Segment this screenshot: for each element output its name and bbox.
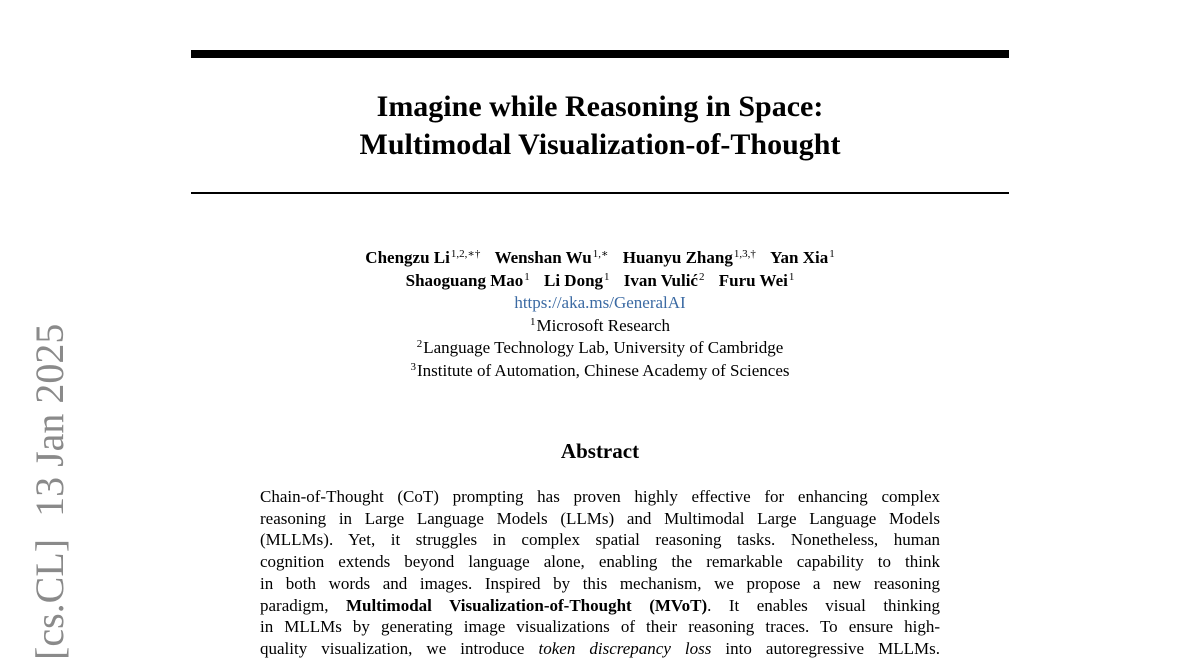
author-block <box>191 247 1009 382</box>
affiliation: $^3$Institute of Automation, Chinese Academy of Sciences <box>410 360 790 380</box>
author: Chengzu $Li^{1,2,∗\dagger}$ <box>365 248 481 267</box>
abstract-line: Chain-of-Thought (CoT) prompting has proven highly effective for enhancing complex <box>260 487 940 506</box>
author-line-1 <box>191 247 1009 270</box>
author: Huanyu Zhang$^{1,3,\dagger}$ <box>622 248 756 267</box>
abstract-line: quality visualization, we introduce token discrepancy loss into autoregressive MLLMs. <box>260 638 940 658</box>
author: Li Dong$^1$ <box>544 270 610 290</box>
abstract-line: cognition extends beyond language alone, enabling the remarkable capability to think <box>260 552 940 572</box>
arxiv-date: 13 Jan 2025 <box>27 323 72 517</box>
loss-name: token discrepancy loss <box>538 638 712 658</box>
author-line-2 <box>191 270 1009 293</box>
paper-title <box>191 88 1009 164</box>
title-line-2: Multimodal Visualization-of-Thought <box>359 128 841 161</box>
arxiv-category: [cs.CL] <box>27 538 72 660</box>
title-line-1: Imagine while Reasoning in Space: <box>376 90 824 123</box>
author: Yan Xia$^1$ <box>770 248 835 267</box>
project-link[interactable]: https://aka.ms/GeneralAI <box>514 293 686 312</box>
author: Shaoguang Mao$^1$ <box>405 270 530 290</box>
abstract-line: in MLLMs by generating image visualizations of their reasoning traces. To ensure high- <box>260 617 940 637</box>
affiliation: $^2$Language Technology Lab, University of Cambridge <box>416 338 784 357</box>
abstract-line: (MLLMs). Yet, it struggles in complex spatial reasoning tasks. Nonetheless, human <box>260 530 940 550</box>
abstract-heading: Abstract <box>560 439 640 463</box>
author: Wenshan $Wu^{1,∗}$ <box>494 248 609 267</box>
abstract-line: reasoning in Large Language Models (LLMs) and Multimodal Large Language Models <box>260 508 940 528</box>
arxiv-stamp <box>27 302 72 660</box>
author: Ivan Vulić$^2$ <box>623 270 705 290</box>
abstract-body <box>260 486 940 658</box>
top-rule <box>191 50 1009 58</box>
author: Furu Wei$^1$ <box>718 270 795 290</box>
affiliation: $^1$Microsoft Research <box>529 315 671 335</box>
abstract-line: paradigm, Multimodal Visualization-of-Thought (MVoT). It enables visual thinking <box>260 595 940 615</box>
method-name: Multimodal Visualization-of-Thought (MVoT) <box>345 595 708 615</box>
bottom-rule <box>191 192 1009 194</box>
abstract-line: in both words and images. Inspired by this mechanism, we propose a new reasoning <box>260 573 940 593</box>
